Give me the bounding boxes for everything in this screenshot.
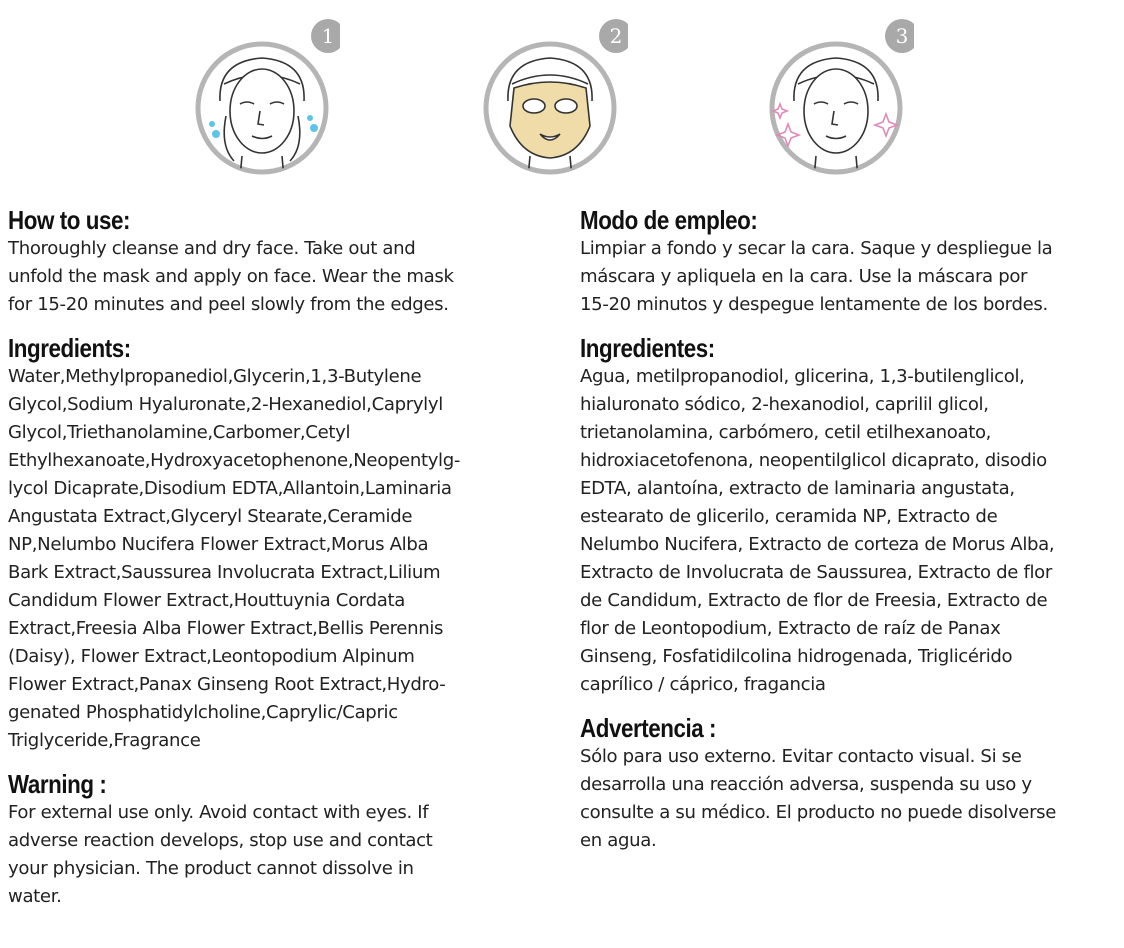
text-line: Bark Extract,Saussurea Involucrata Extract,Lilium xyxy=(8,562,441,583)
step-1-number: 1 xyxy=(321,24,335,48)
how-to-use-section xyxy=(8,205,556,319)
text-line: desarrolla una reacción adversa, suspenda su uso y xyxy=(580,774,1032,795)
text-line: Candidum Flower Extract,Houttuynia Cordata xyxy=(8,590,405,611)
text-line: genated Phosphatidylcholine,Caprylic/Capric xyxy=(8,702,398,723)
how-to-use-heading: How to use: xyxy=(8,205,130,235)
text-line: lycol Dicaprate,Disodium EDTA,Allantoin,Laminaria xyxy=(8,478,452,499)
text-line: EDTA, alantoína, extracto de laminaria angustata, xyxy=(580,478,1015,499)
text-line: (Daisy), Flower Extract,Leontopodium Alpinum xyxy=(8,646,415,667)
text-line: consulte a su médico. El producto no puede disolverse xyxy=(580,802,1057,823)
warning-text xyxy=(8,799,556,911)
advertencia-section xyxy=(580,713,1120,855)
text-line: trietanolamina, carbómero, cetil etilhexanoato, xyxy=(580,422,992,443)
text-line: 15-20 minutos y despegue lentamente de los bordes. xyxy=(580,294,1048,315)
spanish-column xyxy=(580,205,1120,869)
text-line: Glycol,Sodium Hyaluronate,2-Hexanediol,Caprylyl xyxy=(8,394,443,415)
text-line: your physician. The product cannot dissolve in xyxy=(8,858,414,879)
text-line: hidroxiacetofenona, neopentilglicol dicaprato, disodio xyxy=(580,450,1047,471)
step-1 xyxy=(190,6,340,186)
modo-de-empleo-heading: Modo de empleo: xyxy=(580,205,758,235)
advertencia-heading: Advertencia : xyxy=(580,713,717,743)
text-line: Limpiar a fondo y secar la cara. Saque y despliegue la xyxy=(580,238,1053,259)
text-line: Sólo para uso externo. Evitar contacto visual. Si se xyxy=(580,746,1022,767)
step-illustrations xyxy=(0,0,1124,190)
ingredientes-heading: Ingredientes: xyxy=(580,333,715,363)
radiant-skin-icon xyxy=(764,6,914,186)
text-line: For external use only. Avoid contact with eyes. If xyxy=(8,802,429,823)
text-line: Flower Extract,Panax Ginseng Root Extract,Hydro- xyxy=(8,674,446,695)
text-line: Ginseng, Fosfatidilcolina hidrogenada, Triglicérido xyxy=(580,646,1013,667)
text-line: Thoroughly cleanse and dry face. Take out and xyxy=(8,238,416,259)
cleanse-face-icon xyxy=(190,6,340,186)
apply-mask-icon xyxy=(478,6,628,186)
step-2-number: 2 xyxy=(609,24,623,48)
advertencia-text xyxy=(580,743,1120,855)
text-line: Ethylhexanoate,Hydroxyacetophenone,Neopentylg- xyxy=(8,450,461,471)
how-to-use-text xyxy=(8,235,556,319)
text-line: Triglyceride,Fragrance xyxy=(8,730,201,751)
text-line: Glycol,Triethanolamine,Carbomer,Cetyl xyxy=(8,422,351,443)
warning-section xyxy=(8,769,556,911)
text-line: hialuronato sódico, 2-hexanodiol, caprilil glicol, xyxy=(580,394,989,415)
text-line: Agua, metilpropanodiol, glicerina, 1,3-butilenglicol, xyxy=(580,366,1025,387)
text-line: caprílico / cáprico, fragancia xyxy=(580,674,826,695)
text-line: adverse reaction develops, stop use and contact xyxy=(8,830,433,851)
modo-de-empleo-section xyxy=(580,205,1120,319)
text-line: estearato de glicerilo, ceramida NP, Extracto de xyxy=(580,506,998,527)
ingredients-section xyxy=(8,333,556,755)
step-2 xyxy=(478,6,628,186)
text-line: Extract,Freesia Alba Flower Extract,Bellis Perennis xyxy=(8,618,444,639)
step-3 xyxy=(764,6,914,186)
text-line: NP,Nelumbo Nucifera Flower Extract,Morus Alba xyxy=(8,534,429,555)
ingredients-heading: Ingredients: xyxy=(8,333,131,363)
ingredients-text xyxy=(8,363,556,755)
text-line: Extracto de Involucrata de Saussurea, Extracto de flor xyxy=(580,562,1052,583)
english-column xyxy=(8,205,556,925)
warning-heading: Warning : xyxy=(8,769,107,799)
modo-de-empleo-text xyxy=(580,235,1120,319)
text-line: water. xyxy=(8,886,62,907)
text-line: unfold the mask and apply on face. Wear the mask xyxy=(8,266,454,287)
text-line: de Candidum, Extracto de flor de Freesia, Extracto de xyxy=(580,590,1048,611)
text-line: en agua. xyxy=(580,830,657,851)
text-line: máscara y apliquela en la cara. Use la máscara por xyxy=(580,266,1028,287)
text-line: flor de Leontopodium, Extracto de raíz de Panax xyxy=(580,618,1001,639)
step-3-number: 3 xyxy=(895,24,909,48)
text-line: for 15-20 minutes and peel slowly from the edges. xyxy=(8,294,449,315)
ingredientes-section xyxy=(580,333,1120,699)
ingredientes-text xyxy=(580,363,1120,699)
text-line: Angustata Extract,Glyceryl Stearate,Ceramide xyxy=(8,506,413,527)
text-line: Nelumbo Nucifera, Extracto de corteza de Morus Alba, xyxy=(580,534,1055,555)
text-line: Water,Methylpropanediol,Glycerin,1,3-Butylene xyxy=(8,366,422,387)
